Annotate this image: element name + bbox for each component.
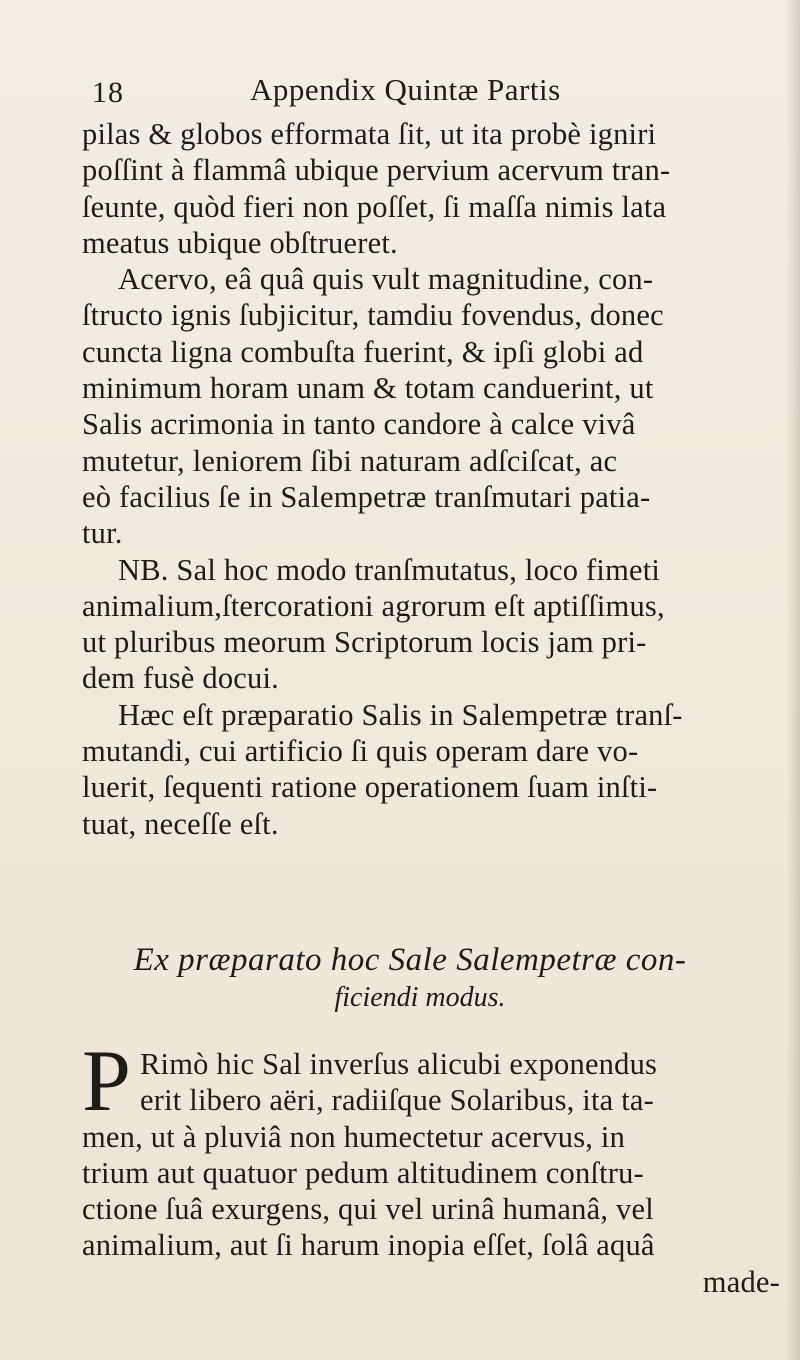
drop-cap: P (82, 1033, 131, 1130)
text-line: men, ut à pluviâ non humectetur acervus, in (82, 1119, 626, 1154)
text-line: trium aut quatuor pedum altitudinem conſtru- (82, 1155, 644, 1190)
running-head (92, 68, 712, 116)
heading-line: Ex præparato hoc Sale Salempetræ con- (133, 942, 687, 978)
text-line: erit libero aëri, radiiſque Solaribus, ita ta- (140, 1083, 654, 1118)
heading-line: ficiendi modus. (334, 982, 506, 1013)
text-line: ſtructo ignis ſubjicitur, tamdiu fovendus, donec (82, 298, 664, 333)
text-line: eò facilius ſe in Salempetræ tranſmutari patia- (82, 479, 651, 514)
text-line: tur. (82, 516, 123, 551)
text-line: tuat, neceſſe eſt. (82, 806, 279, 841)
section-heading (0, 940, 800, 1016)
text-line: Salis acrimonia in tanto candore à calce vivâ (82, 407, 636, 442)
text-line: animalium,ſtercorationi agrorum eſt aptiſſimus, (82, 588, 665, 623)
text-line: meatus ubique obſtrueret. (82, 225, 398, 260)
body-text-top (82, 116, 782, 842)
text-line: cuncta ligna combuſta fuerint, & ipſi globi ad (82, 334, 644, 369)
text-line: ut pluribus meorum Scriptorum locis jam pri- (82, 625, 647, 660)
text-line: dem fusè docui. (82, 661, 279, 696)
text-line: NB. Sal hoc modo tranſmutatus, loco fimeti (118, 552, 661, 587)
text-line: pilas & globos efformata ſit, ut ita probè igniri (82, 117, 657, 151)
text-line: mutetur, leniorem ſibi naturam adſciſcat, ac (82, 443, 618, 478)
text-line: ſeunte, quòd fieri non poſſet, ſi maſſa nimis lata (82, 189, 667, 224)
text-line: Rimò hic Sal inverſus alicubi exponendus (140, 1047, 658, 1081)
page-edge-shadow (786, 0, 800, 1360)
text-line: minimum horam unam & totam canduerint, ut (82, 371, 654, 406)
text-line: Hæc eſt præparatio Salis in Salempetræ tranſ- (118, 697, 683, 732)
running-head-title: Appendix Quintæ Partis (250, 72, 561, 107)
text-line: Acervo, eâ quâ quis vult magnitudine, con- (118, 262, 654, 297)
catchword: made- (702, 1264, 780, 1299)
dropcap-paragraph-start (82, 1033, 782, 1130)
body-text-section (82, 1033, 782, 1300)
text-line: ctione ſuâ exurgens, qui vel urinâ humanâ, vel (82, 1192, 654, 1227)
text-line: luerit, ſequenti ratione operationem ſuam inſti- (82, 770, 658, 805)
text-line: poſſint à flammâ ubique pervium acervum tran- (82, 153, 671, 188)
text-line: mutandi, cui artificio ſi quis operam dare vo- (82, 734, 639, 769)
page-number: 18 (92, 76, 124, 109)
text-line: animalium, aut ſi harum inopia eſſet, ſolâ aquâ (82, 1228, 655, 1263)
